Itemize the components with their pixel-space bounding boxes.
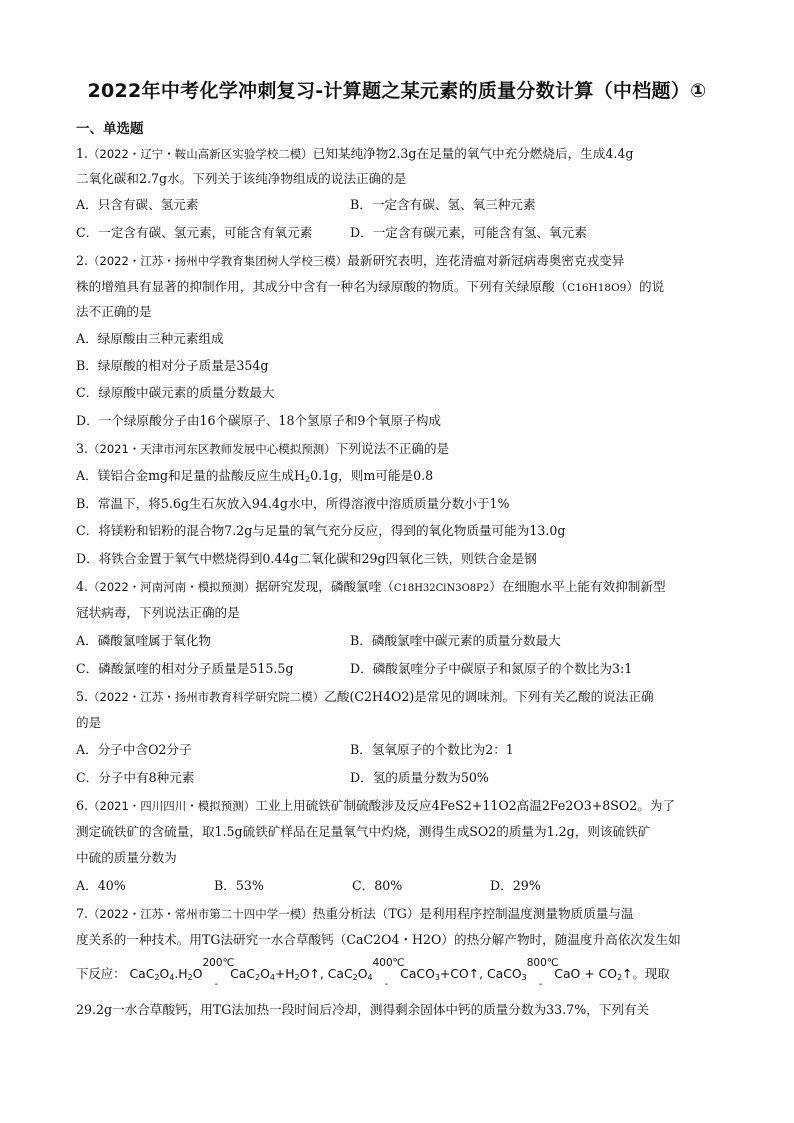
q5-number: 5. — [76, 689, 89, 704]
q7-source: （2022・江苏・常州市第二十四中学一模） — [88, 907, 313, 921]
q5-option-c: C．分子中有8种元素 — [76, 770, 195, 785]
reaction-condition-3: 800℃ - — [526, 957, 559, 990]
reaction-condition-1: 200℃ - — [202, 957, 235, 990]
q2-option-b: B．绿原酸的相对分子质量是354g — [76, 358, 269, 373]
q3-source: （2021・天津市河东区教师发展中心模拟预测） — [88, 442, 336, 456]
q7-line-1: 7.（2022・江苏・常州市第二十四中学一模）热重分析法（TG）是利用程序控制温度测量物质质量与温 — [76, 906, 634, 921]
q6-number: 6. — [76, 798, 89, 813]
q6-line-3: 中硫的质量分数为 — [76, 850, 177, 865]
q1-option-d: D．一定含有碳元素，可能含有氢、氧元素 — [350, 225, 587, 240]
document-title: 2022年中考化学冲刺复习-计算题之某元素的质量分数计算（中档题）① — [87, 80, 707, 102]
q3-number: 3. — [76, 441, 89, 456]
q5-option-d: D．氢的质量分数为50% — [350, 770, 489, 785]
q2-line-1 — [76, 253, 716, 269]
q5-line-2: 的是 — [76, 715, 102, 730]
q6-line-1: 6.（2021・四川四川・模拟预测）工业上用硫铁矿制硫酸涉及反应4FeS2+11O2高温2Fe2O3+8SO2。为了 — [76, 798, 676, 813]
q2-text: 最新研究表明，连花清瘟对新冠病毒奥密克戎变异 — [347, 253, 625, 268]
q4-number: 4. — [76, 579, 89, 594]
q6-option-b: B．53% — [214, 878, 264, 893]
q3-option-b: B．常温下，将5.6g生石灰放入94.4g水中，所得溶液中溶质质量分数小于1% — [76, 496, 510, 511]
q6-line-2: 测定硫铁矿的含硫量，取1.5g硫铁矿样品在足量氧气中灼烧，测得生成SO2的质量为1.2g，则该硫铁矿 — [76, 824, 651, 839]
q7-line-2: 度关系的一种技术。用TG法研究一水合草酸钙（CaC2O4・H2O）的热分解产物时，随温度升高依次发生如 — [76, 932, 681, 947]
q1-source: （2022・辽宁・鞍山高新区实验学校二模） — [88, 147, 313, 161]
q4-line-2: 冠状病毒，下列说法正确的是 — [76, 605, 240, 620]
q3-option-d: D．将铁合金置于氧气中燃烧得到0.44g二氧化碳和29g四氧化三铁，则铁合金是钢 — [76, 551, 537, 566]
q2-option-c: C．绿原酸中碳元素的质量分数最大 — [76, 385, 275, 400]
q3-option-a: A．镁铝合金mg和足量的盐酸反应生成$H_20.1g$，则m可能是0.8 — [76, 468, 434, 484]
q1-number: 1. — [76, 146, 89, 161]
q6-option-d: D．29% — [490, 878, 541, 893]
q2-line-3: 法不正确的是 — [76, 304, 152, 319]
q1-option-a: A．只含有碳、氢元素 — [76, 197, 199, 212]
q2-formula: C16H18O9 — [567, 282, 627, 294]
q6-option-a: A．40% — [76, 878, 126, 893]
q4-option-c: C．磷酸氯喹的相对分子质量是515.5g — [76, 661, 294, 676]
q4-option-a: A．磷酸氯喹属于氧化物 — [76, 633, 212, 648]
q3-text: 下列说法不正确的是 — [335, 441, 450, 456]
q4-source: （2022・河南河南・模拟预测） — [88, 580, 256, 594]
q1-line-1 — [76, 146, 716, 162]
q6-option-c: C．80% — [352, 878, 403, 893]
q1-text: 已知某纯净物2.3g在足量的氧气中充分燃烧后，生成4.4g — [312, 146, 634, 161]
q7-number: 7. — [76, 906, 89, 921]
q2-option-a: A．绿原酸由三种元素组成 — [76, 331, 224, 346]
q2-number: 2. — [76, 253, 89, 268]
section-heading: 一、单选题 — [76, 121, 144, 137]
q7-reaction-line: 下反应： $CaC_2O_4.H_2O$ 200℃ - $CaC_2O_4+H_2O↑$, $CaC_2O_4$ 400℃ - CaCO$_3$+CO↑, CaCO$_3$ 800℃ - CaO + $CO_2↑$。现取 — [76, 957, 670, 990]
q5-option-b: B．氢氧原子的个数比为2：1 — [350, 742, 514, 757]
q4-option-d: D．磷酸氯喹分子中碳原子和氮原子的个数比为3:1 — [350, 661, 633, 676]
reaction-condition-2: 400℃ - — [372, 957, 405, 990]
q7-line-5: 29.2g一水合草酸钙，用TG法加热一段时间后冷却，测得剩余固体中钙的质量分数为33.7%，下列有关 — [76, 1002, 650, 1017]
q4-line-1: 4.（2022・河南河南・模拟预测）据研究发现，磷酸氯喹（C18H32ClN3O8P2）在细胞水平上能有效抑制新型 — [76, 579, 666, 594]
q5-source: （2022・江苏・扬州市教育科学研究院二模） — [88, 690, 325, 704]
q1-option-c: C．一定含有碳、氢元素，可能含有氧元素 — [76, 225, 313, 240]
q1-option-b: B．一定含有碳、氢、氧三种元素 — [350, 197, 536, 212]
q3-option-c: C．将镁粉和铝粉的混合物7.2g与足量的氧气充分反应，得到的氧化物质量可能为13.0g — [76, 523, 566, 538]
q2-line-2: 株的增殖具有显著的抑制作用，其成分中含有一种名为绿原酸的物质。下列有关绿原酸（C16H18O9）的说 — [76, 279, 665, 294]
q1-line-2: 二氧化碳和2.7g水。下列关于该纯净物组成的说法正确的是 — [76, 171, 407, 186]
q3-line-1 — [76, 441, 716, 457]
q6-source: （2021・四川四川・模拟预测） — [88, 799, 256, 813]
q2-option-d: D．一个绿原酸分子由16个碳原子、18个氢原子和9个氧原子构成 — [76, 413, 442, 428]
q2-source: （2022・江苏・扬州中学教育集团树人学校三模） — [88, 254, 348, 268]
q5-option-a: A．分子中含O2分子 — [76, 742, 192, 757]
q5-line-1: 5.（2022・江苏・扬州市教育科学研究院二模）乙酸(C2H4O2)是常见的调味剂。下列有关乙酸的说法正确 — [76, 689, 654, 704]
q4-option-b: B．磷酸氯喹中碳元素的质量分数最大 — [350, 633, 561, 648]
q4-formula: C18H32ClN3O8P2 — [393, 583, 490, 594]
